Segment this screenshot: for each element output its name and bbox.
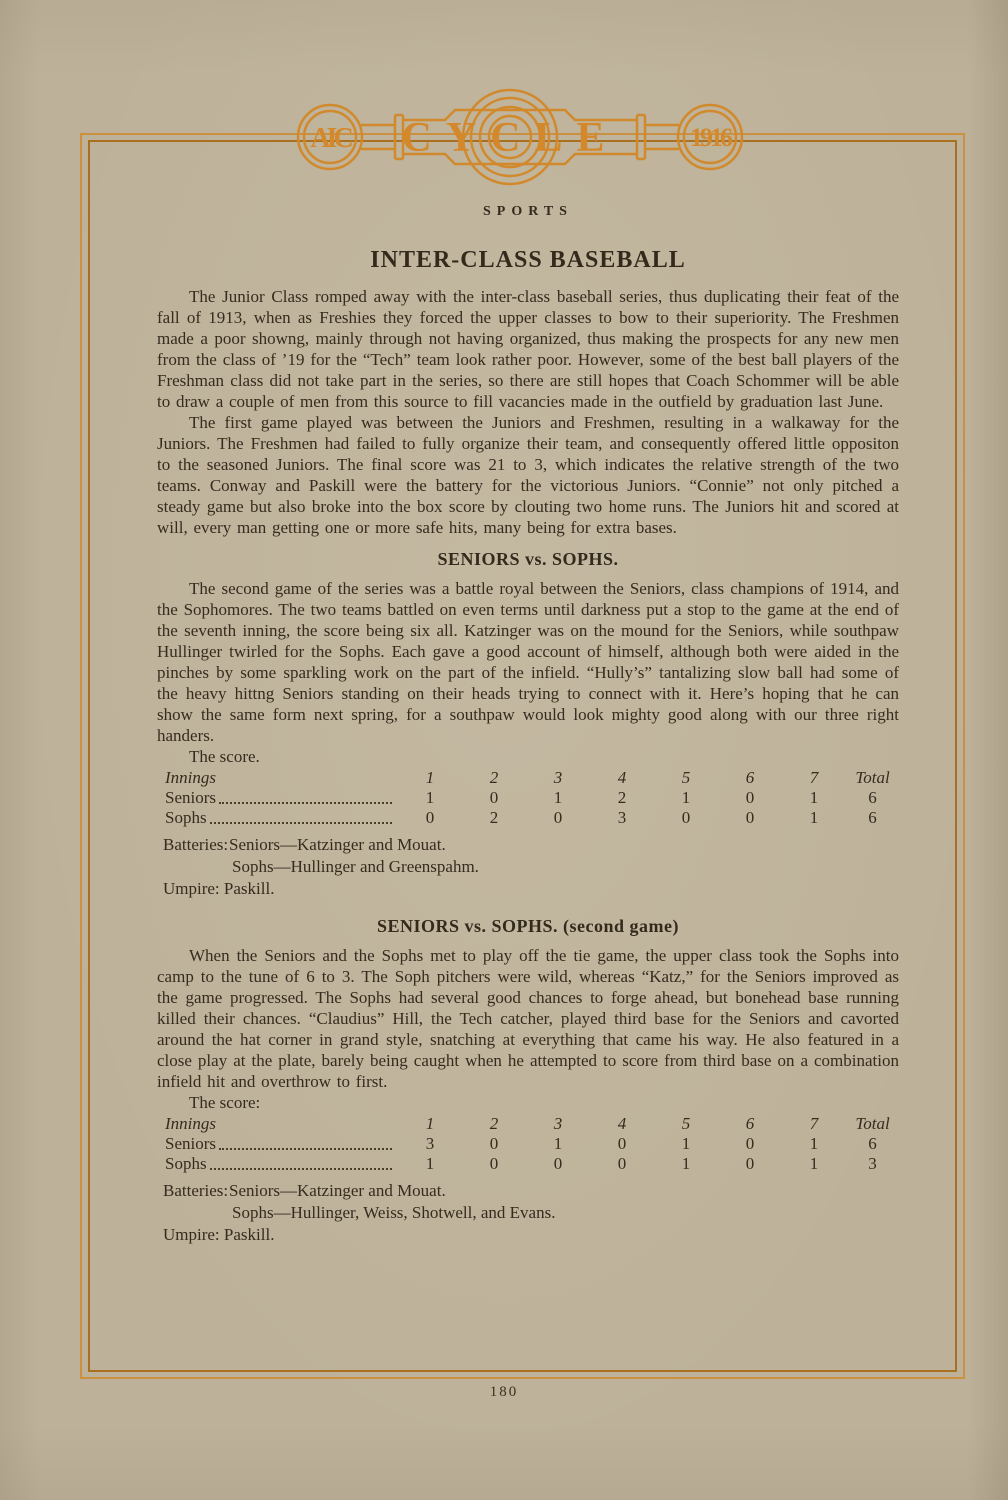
batteries-label: Batteries: xyxy=(163,835,229,854)
dot-leader xyxy=(219,1148,392,1150)
game1-heading: SENIORS vs. SOPHS. xyxy=(437,549,619,569)
cycle-1916-masthead xyxy=(245,80,775,195)
monogram-circle-icon xyxy=(298,105,362,169)
dot-leader xyxy=(210,822,392,824)
score-header-row: Innings 1 2 3 4 5 6 7 Total xyxy=(157,768,899,788)
year-circle-icon xyxy=(678,105,742,169)
game1-umpire: Umpire: Paskill. xyxy=(163,879,275,898)
game2-batteries-line1: Batteries: Seniors—Katzinger and Mouat. xyxy=(163,1181,446,1200)
game2-batteries-line2: Sophs—Hullinger, Weiss, Shotwell, and Evans. xyxy=(232,1203,556,1222)
team-name: Seniors xyxy=(165,1134,216,1153)
page-number: 180 xyxy=(489,1384,519,1400)
left-bracket-ornament xyxy=(361,115,403,159)
score-row-sophs: Sophs 1 0 0 0 1 0 1 3 xyxy=(165,1154,877,1173)
game1-batteries-line2: Sophs—Hullinger and Greenspahm. xyxy=(232,857,479,876)
score-row-sophs: Sophs 0 2 0 3 0 0 1 6 xyxy=(165,808,877,827)
game2-score-table xyxy=(157,1114,899,1174)
game1-score-table xyxy=(157,768,899,828)
dot-leader xyxy=(210,1168,392,1170)
article-body xyxy=(157,247,899,1246)
total-label: Total xyxy=(855,768,890,787)
game1-batteries-line1: Batteries: Seniors—Katzinger and Mouat. xyxy=(163,835,446,854)
team-name: Sophs xyxy=(165,1154,207,1173)
game2-paragraph: When the Seniors and the Sophs met to play off the tie game, the upper class took the Sophs into camp to the tune of 6 to 3. The Soph pitchers were wild, whereas “Katz,” for the Seniors improved as the game progressed. The Sophs had several good chances to forge ahead, but bonehead base running killed their chances. “Claudius” Hill, the Tech catcher, played third base for the Seniors and cavorted around the hat corner in grand style, snatching at everything that came his way. He also featured in a close play at the plate, barely being caught when he attempted to score from third base on a combination infield hit and overthrow to first. xyxy=(157,946,899,1091)
dot-leader xyxy=(219,802,392,804)
team-name: Sophs xyxy=(165,808,207,827)
team-name: Seniors xyxy=(165,788,216,807)
score-header-row: Innings 1 2 3 4 5 6 7 Total xyxy=(157,1114,899,1134)
section-label: SPORTS xyxy=(483,204,573,219)
game2-umpire: Umpire: Paskill. xyxy=(163,1225,275,1244)
year-text: 1916 xyxy=(690,123,730,152)
logo-title-text: CYCLE xyxy=(401,115,619,161)
innings-label: Innings xyxy=(165,768,216,787)
score-row-seniors: Seniors 1 0 1 2 1 0 1 6 xyxy=(165,788,877,807)
innings-label: Innings xyxy=(165,1114,216,1133)
batteries-label: Batteries: xyxy=(163,1181,229,1200)
right-bracket-ornament xyxy=(637,115,679,159)
score-row-seniors: Seniors 3 0 1 0 1 0 1 6 xyxy=(165,1134,877,1153)
paragraph-first-game: The first game played was between the Juniors and Freshmen, resulting in a walkaway for the Juniors. The Freshmen had failed to fully organize their team, and consequently offered little oppositon to the seasoned Juniors. The final score was 21 to 3, which indicates the relative strength of the two teams. Conway and Paskill were the battery for the victorious Juniors. “Connie” not only pitched a steady game but also broke into the box score by clouting two home runs. The Juniors hit and scored at will, every man getting one or more safe hits, many being for extra bases. xyxy=(157,413,899,537)
total-label: Total xyxy=(855,1114,890,1133)
monogram-text: AIC xyxy=(310,123,350,154)
game1-paragraph: The second game of the series was a battle royal between the Seniors, class champions of 1914, and the Sophomores. The two teams battled on even terms until darkness put a stop to the game at the end of the seventh inning, the score being six all. Katzinger was on the mound for the Seniors, while southpaw Hullinger twirled for the Sophs. Each gave a good account of himself, although both were aided in the pinches by some sparkling work on the part of the infield. “Hully’s” tantalizing slow ball had some of the heavy hittng Seniors standing on their heads trying to connect with it. Here’s hoping that he can show the same form next spring, for a southpaw would look mighty good along with our three right handers. xyxy=(157,579,899,745)
game2-score-intro: The score: xyxy=(189,1093,261,1112)
article-title: INTER-CLASS BASEBALL xyxy=(370,247,686,273)
game2-heading: SENIORS vs. SOPHS. (second game) xyxy=(376,916,680,936)
paragraph-series-summary: The Junior Class romped away with the inter-class baseball series, thus duplicating their feat of the fall of 1913, when as Freshies they forced the upper classes to bow to their superiority. The Freshmen made a poor showng, mainly through not having organized, thus making the prospects for any new men from the class of ’19 for the “Tech” team look rather poor. However, some of the best ball players of the Freshman class did not take part in the series, so there are still hopes that Coach Schommer will be able to draw a couple of men from this source to fill vacancies made in the outfield by graduation last June. xyxy=(157,287,899,411)
game1-score-intro: The score. xyxy=(189,747,260,766)
